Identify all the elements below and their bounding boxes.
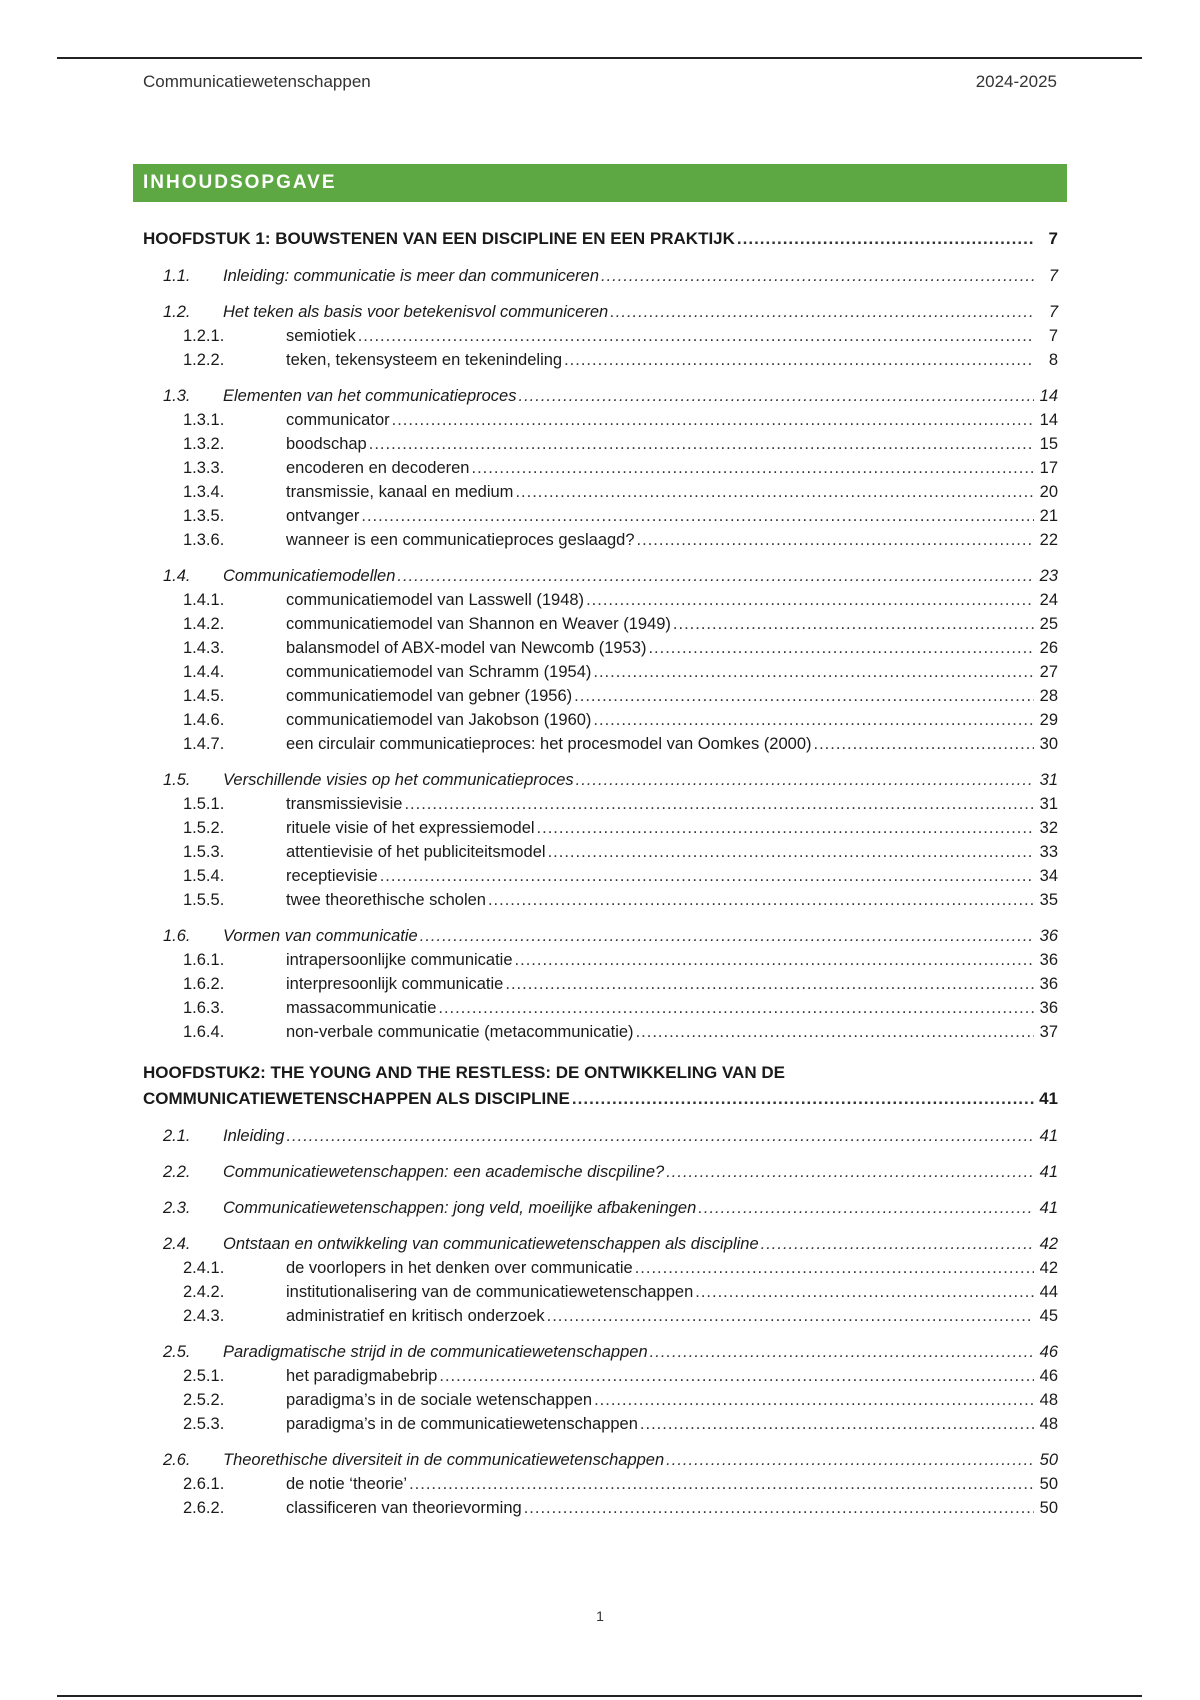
toc-entry-title: Communicatiemodellen	[223, 567, 396, 585]
toc-leader-dots	[610, 300, 1034, 324]
toc-entry-title: rituele visie of het expressiemodel	[286, 819, 535, 837]
toc-entry-page: 22	[1039, 531, 1058, 549]
toc-leader-dots	[547, 1304, 1034, 1328]
toc-leader-dots	[666, 1160, 1034, 1184]
toc-entry-page: 14	[1039, 411, 1058, 429]
toc-entry-page: 41	[1039, 1199, 1058, 1217]
toc-subsection[interactable]	[143, 1304, 1058, 1328]
toc-entry-number: 2.5.	[163, 1343, 191, 1361]
toc-subsection[interactable]	[143, 612, 1058, 636]
toc-entry-title: transmissievisie	[286, 795, 403, 813]
toc-leader-dots	[392, 408, 1034, 432]
toc-entry-title: encoderen en decoderen	[286, 459, 470, 477]
toc-subsection[interactable]	[143, 1496, 1058, 1520]
toc-entry-page: 30	[1039, 735, 1058, 753]
toc-entry-title: Communicatiewetenschappen: jong veld, moeilijke afbakeningen	[223, 1199, 697, 1217]
toc-subsection[interactable]	[143, 324, 1058, 348]
toc-leader-dots	[471, 456, 1034, 480]
toc-entry-number: 1.5.2.	[183, 819, 225, 837]
toc-entry-number: 2.5.2.	[183, 1391, 225, 1409]
toc-subsection[interactable]	[143, 480, 1058, 504]
toc-section[interactable]	[143, 768, 1058, 792]
toc-entry-page: 33	[1039, 843, 1058, 861]
toc-leader-dots	[515, 948, 1034, 972]
toc-entry-title: het paradigmabebrip	[286, 1367, 438, 1385]
toc-entry-page: 42	[1039, 1235, 1058, 1253]
toc-entry-title: balansmodel of ABX-model van Newcomb (1953)	[286, 639, 647, 657]
toc-leader-dots	[369, 432, 1034, 456]
toc-leader-dots	[640, 1412, 1034, 1436]
toc-entry-number: 2.5.3.	[183, 1415, 225, 1433]
toc-section[interactable]	[143, 924, 1058, 948]
toc-entry-number: 1.4.1.	[183, 591, 225, 609]
toc-chapter[interactable]	[143, 1086, 1058, 1112]
toc-entry-number: 1.5.5.	[183, 891, 225, 909]
toc-entry-page: 8	[1048, 351, 1058, 369]
running-header-year: 2024-2025	[975, 72, 1057, 91]
toc-leader-dots	[397, 564, 1034, 588]
toc-entry-number: 2.4.2.	[183, 1283, 225, 1301]
toc-entry-title: communicatiemodel van gebner (1956)	[286, 687, 573, 705]
toc-entry-title: institutionalisering van de communicatiewetenschappen	[286, 1283, 694, 1301]
toc-entry-number: 2.4.	[163, 1235, 191, 1253]
toc-entry-title: classificeren van theorievorming	[286, 1499, 522, 1517]
toc-entry-title: de notie ‘theorie’	[286, 1475, 408, 1493]
running-header-title: Communicatiewetenschappen	[143, 72, 371, 91]
toc-entry-page: 36	[1039, 927, 1058, 945]
toc-entry-page: 36	[1039, 975, 1058, 993]
toc-section[interactable]	[143, 384, 1058, 408]
toc-entry-title: COMMUNICATIEWETENSCHAPPEN ALS DISCIPLINE	[143, 1089, 570, 1108]
toc-entry-number: 1.5.1.	[183, 795, 225, 813]
toc-entry-number: 1.4.3.	[183, 639, 225, 657]
toc-leader-dots	[574, 684, 1034, 708]
toc-entry-title: Inleiding	[223, 1127, 285, 1145]
toc-entry-title: Paradigmatische strijd in de communicatiewetenschappen	[223, 1343, 648, 1361]
toc-entry-page: 34	[1039, 867, 1058, 885]
toc-subsection[interactable]	[143, 1472, 1058, 1496]
toc-entry-title: attentievisie of het publiciteitsmodel	[286, 843, 546, 861]
toc-chapter-title-line[interactable]: HOOFDSTUK2: THE YOUNG AND THE RESTLESS: DE ONTWIKKELING VAN DE	[143, 1063, 785, 1082]
toc-leader-dots	[524, 1496, 1034, 1520]
toc-entry-page: 31	[1039, 795, 1058, 813]
toc-entry-page: 7	[1048, 303, 1058, 321]
toc-leader-dots	[761, 1232, 1034, 1256]
toc-leader-dots	[409, 1472, 1034, 1496]
toc-section[interactable]	[143, 1232, 1058, 1256]
toc-leader-dots	[635, 1256, 1034, 1280]
toc-entry-page: 44	[1039, 1283, 1058, 1301]
toc-entry-title: Het teken als basis voor betekenisvol communiceren	[223, 303, 609, 321]
toc-leader-dots	[586, 588, 1034, 612]
toc-entry-number: 2.6.2.	[183, 1499, 225, 1517]
toc-entry-title: communicatiemodel van Schramm (1954)	[286, 663, 592, 681]
toc-subsection[interactable]	[143, 996, 1058, 1020]
toc-entry-title: Theorethische diversiteit in de communicatiewetenschappen	[223, 1451, 665, 1469]
toc-leader-dots	[488, 888, 1034, 912]
toc-entry-number: 1.6.4.	[183, 1023, 225, 1041]
toc-entry-number: 1.6.2.	[183, 975, 225, 993]
toc-entry-page: 48	[1039, 1415, 1058, 1433]
toc-entry-page: 50	[1039, 1475, 1058, 1493]
toc-entry-number: 1.5.3.	[183, 843, 225, 861]
toc-entry-number: 1.5.4.	[183, 867, 225, 885]
toc-subsection[interactable]	[143, 432, 1058, 456]
toc-entry-title: Elementen van het communicatieproces	[223, 387, 517, 405]
toc-entry-number: 1.4.	[163, 567, 191, 585]
toc-subsection[interactable]	[143, 972, 1058, 996]
toc-leader-dots	[519, 384, 1035, 408]
toc-subsection[interactable]	[143, 1256, 1058, 1280]
toc-entry-title: de voorlopers in het denken over communicatie	[286, 1259, 633, 1277]
toc-leader-dots	[666, 1448, 1034, 1472]
toc-entry-number: 1.2.	[163, 303, 191, 321]
toc-entry-page: 35	[1039, 891, 1058, 909]
toc-leader-dots	[737, 226, 1034, 252]
toc-entry-page: 26	[1039, 639, 1058, 657]
toc-entry-number: 1.3.4.	[183, 483, 225, 501]
toc-section[interactable]	[143, 1160, 1058, 1184]
toc-entry-page: 37	[1039, 1023, 1058, 1041]
toc-leader-dots	[505, 972, 1034, 996]
toc-entry-title: administratief en kritisch onderzoek	[286, 1307, 545, 1325]
toc-subsection[interactable]	[143, 792, 1058, 816]
toc-entry-page: 27	[1039, 663, 1058, 681]
toc-entry-number: 1.4.7.	[183, 735, 225, 753]
toc-entry-title: paradigma’s in de communicatiewetenschappen	[286, 1415, 638, 1433]
toc-entry-number: 1.4.6.	[183, 711, 225, 729]
toc-leader-dots	[404, 792, 1034, 816]
toc-entry-page: 21	[1039, 507, 1058, 525]
toc-entry-page: 7	[1048, 267, 1058, 285]
toc-entry-number: 1.5.	[163, 771, 191, 789]
toc-entry-title: communicatiemodel van Jakobson (1960)	[286, 711, 592, 729]
toc-subsection[interactable]	[143, 504, 1058, 528]
toc-entry-number: 2.2.	[163, 1163, 191, 1181]
toc-entry-number: 1.3.	[163, 387, 191, 405]
toc-entry-page: 28	[1039, 687, 1058, 705]
toc-subsection[interactable]	[143, 708, 1058, 732]
toc-leader-dots	[439, 1364, 1034, 1388]
toc-leader-dots	[572, 1086, 1034, 1112]
toc-entry-title: wanneer is een communicatieproces geslaagd?	[286, 531, 635, 549]
toc-entry-title: Verschillende visies op het communicatieproces	[223, 771, 574, 789]
toc-leader-dots	[637, 528, 1034, 552]
toc-subsection[interactable]	[143, 684, 1058, 708]
toc-subsection[interactable]	[143, 732, 1058, 756]
toc-leader-dots	[420, 924, 1034, 948]
toc-entry-title: Communicatiewetenschappen: een academische discpiline?	[223, 1163, 665, 1181]
toc-subsection[interactable]	[143, 528, 1058, 552]
toc-subsection[interactable]	[143, 1280, 1058, 1304]
toc-subsection[interactable]	[143, 864, 1058, 888]
toc-leader-dots	[814, 732, 1035, 756]
toc-leader-dots	[380, 864, 1034, 888]
toc-entry-title: HOOFDSTUK 1: BOUWSTENEN VAN EEN DISCIPLINE EN EEN PRAKTIJK	[143, 229, 735, 248]
toc-section[interactable]	[143, 300, 1058, 324]
toc-entry-page: 29	[1039, 711, 1058, 729]
toc-entry-number: 1.6.3.	[183, 999, 225, 1017]
toc-heading: INHOUDSOPGAVE	[133, 164, 1067, 202]
toc-leader-dots	[650, 1340, 1034, 1364]
toc-subsection[interactable]	[143, 456, 1058, 480]
toc-leader-dots	[515, 480, 1034, 504]
toc-entry-number: 1.2.2.	[183, 351, 225, 369]
page-number: 1	[596, 1608, 604, 1624]
toc-entry-title: Ontstaan en ontwikkeling van communicatiewetenschappen als discipline	[223, 1235, 759, 1253]
toc-entry-title: receptievisie	[286, 867, 378, 885]
toc-leader-dots	[601, 264, 1034, 288]
toc-entry-title: een circulair communicatieproces: het procesmodel van Oomkes (2000)	[286, 735, 812, 753]
toc-subsection[interactable]	[143, 408, 1058, 432]
toc-entry-page: 20	[1039, 483, 1058, 501]
toc-entry-number: 1.6.	[163, 927, 191, 945]
toc-subsection[interactable]	[143, 948, 1058, 972]
toc-entry-title: communicatiemodel van Shannon en Weaver (1949)	[286, 615, 671, 633]
toc-entry-page: 46	[1039, 1367, 1058, 1385]
toc-entry-page: 42	[1039, 1259, 1058, 1277]
toc-entry-number: 2.1.	[163, 1127, 191, 1145]
toc-entry-page: 31	[1039, 771, 1058, 789]
toc-leader-dots	[537, 816, 1034, 840]
toc-entry-page: 7	[1048, 327, 1058, 345]
toc-leader-dots	[576, 768, 1034, 792]
toc-entry-number: 1.2.1.	[183, 327, 225, 345]
toc-entry-number: 1.6.1.	[183, 951, 225, 969]
toc-section[interactable]	[143, 1448, 1058, 1472]
table-of-contents	[143, 226, 1058, 1520]
toc-entry-title: communicator	[286, 411, 390, 429]
toc-leader-dots	[564, 348, 1034, 372]
toc-entry-title: intrapersoonlijke communicatie	[286, 951, 513, 969]
toc-entry-page: 32	[1039, 819, 1058, 837]
toc-entry-page: 23	[1039, 567, 1058, 585]
toc-leader-dots	[673, 612, 1034, 636]
toc-leader-dots	[695, 1280, 1034, 1304]
toc-entry-number: 2.5.1.	[183, 1367, 225, 1385]
toc-subsection[interactable]	[143, 660, 1058, 684]
toc-subsection[interactable]	[143, 1412, 1058, 1436]
toc-leader-dots	[648, 636, 1034, 660]
toc-section[interactable]	[143, 1196, 1058, 1220]
toc-entry-page: 50	[1039, 1499, 1058, 1517]
toc-entry-number: 1.4.4.	[183, 663, 225, 681]
toc-entry-number: 2.4.3.	[183, 1307, 225, 1325]
toc-subsection[interactable]	[143, 888, 1058, 912]
toc-entry-page: 41	[1039, 1089, 1058, 1108]
toc-entry-title: ontvanger	[286, 507, 360, 525]
toc-entry-title: Inleiding: communicatie is meer dan communiceren	[223, 267, 600, 285]
toc-entry-number: 1.3.6.	[183, 531, 225, 549]
toc-chapter[interactable]	[143, 226, 1058, 252]
toc-leader-dots	[438, 996, 1034, 1020]
toc-entry-title: Vormen van communicatie	[223, 927, 418, 945]
toc-entry-title: paradigma’s in de sociale wetenschappen	[286, 1391, 593, 1409]
toc-entry-number: 1.3.1.	[183, 411, 225, 429]
toc-subsection[interactable]	[143, 348, 1058, 372]
toc-entry-page: 7	[1048, 229, 1058, 248]
toc-entry-page: 50	[1039, 1451, 1058, 1469]
toc-leader-dots	[286, 1124, 1034, 1148]
toc-entry-title: massacommunicatie	[286, 999, 437, 1017]
toc-subsection[interactable]	[143, 1364, 1058, 1388]
toc-leader-dots	[361, 504, 1034, 528]
toc-entry-page: 48	[1039, 1391, 1058, 1409]
toc-entry-title: boodschap	[286, 435, 367, 453]
toc-entry-page: 46	[1039, 1343, 1058, 1361]
toc-entry-title: teken, tekensysteem en tekenindeling	[286, 351, 563, 369]
toc-subsection[interactable]	[143, 816, 1058, 840]
toc-entry-page: 36	[1039, 999, 1058, 1017]
toc-entry-page: 41	[1039, 1127, 1058, 1145]
toc-entry-title: twee theorethische scholen	[286, 891, 486, 909]
toc-entry-page: 15	[1039, 435, 1058, 453]
toc-leader-dots	[594, 1388, 1034, 1412]
toc-leader-dots	[698, 1196, 1034, 1220]
toc-subsection[interactable]	[143, 636, 1058, 660]
toc-entry-number: 2.6.	[163, 1451, 191, 1469]
toc-entry-number: 1.1.	[163, 267, 191, 285]
toc-entry-number: 2.6.1.	[183, 1475, 225, 1493]
toc-section[interactable]	[143, 1124, 1058, 1148]
toc-entry-number: 1.3.3.	[183, 459, 225, 477]
toc-entry-number: 1.4.2.	[183, 615, 225, 633]
toc-entry-number: 1.3.5.	[183, 507, 225, 525]
toc-section[interactable]	[143, 264, 1058, 288]
toc-entry-title: semiotiek	[286, 327, 356, 345]
header-rule	[57, 57, 1142, 59]
toc-entry-title: communicatiemodel van Lasswell (1948)	[286, 591, 585, 609]
toc-entry-page: 24	[1039, 591, 1058, 609]
toc-leader-dots	[593, 708, 1034, 732]
toc-entry-number: 1.3.2.	[183, 435, 225, 453]
toc-entry-page: 45	[1039, 1307, 1058, 1325]
toc-section[interactable]	[143, 564, 1058, 588]
toc-leader-dots	[636, 1020, 1034, 1044]
toc-entry-page: 17	[1039, 459, 1058, 477]
toc-subsection[interactable]	[143, 1388, 1058, 1412]
toc-entry-number: 2.4.1.	[183, 1259, 225, 1277]
toc-subsection[interactable]	[143, 1020, 1058, 1044]
toc-leader-dots	[593, 660, 1034, 684]
footer-rule	[57, 1695, 1142, 1697]
toc-section[interactable]	[143, 1340, 1058, 1364]
toc-leader-dots	[358, 324, 1034, 348]
toc-entry-page: 41	[1039, 1163, 1058, 1181]
toc-subsection[interactable]	[143, 840, 1058, 864]
toc-entry-title: non-verbale communicatie (metacommunicatie)	[286, 1023, 634, 1041]
toc-leader-dots	[548, 840, 1034, 864]
toc-entry-number: 1.4.5.	[183, 687, 225, 705]
toc-entry-page: 25	[1039, 615, 1058, 633]
toc-entry-number: 2.3.	[163, 1199, 191, 1217]
toc-entry-page: 14	[1039, 387, 1058, 405]
toc-entry-page: 36	[1039, 951, 1058, 969]
toc-entry-title: interpresoonlijk communicatie	[286, 975, 504, 993]
toc-entry-title: transmissie, kanaal en medium	[286, 483, 514, 501]
toc-subsection[interactable]	[143, 588, 1058, 612]
